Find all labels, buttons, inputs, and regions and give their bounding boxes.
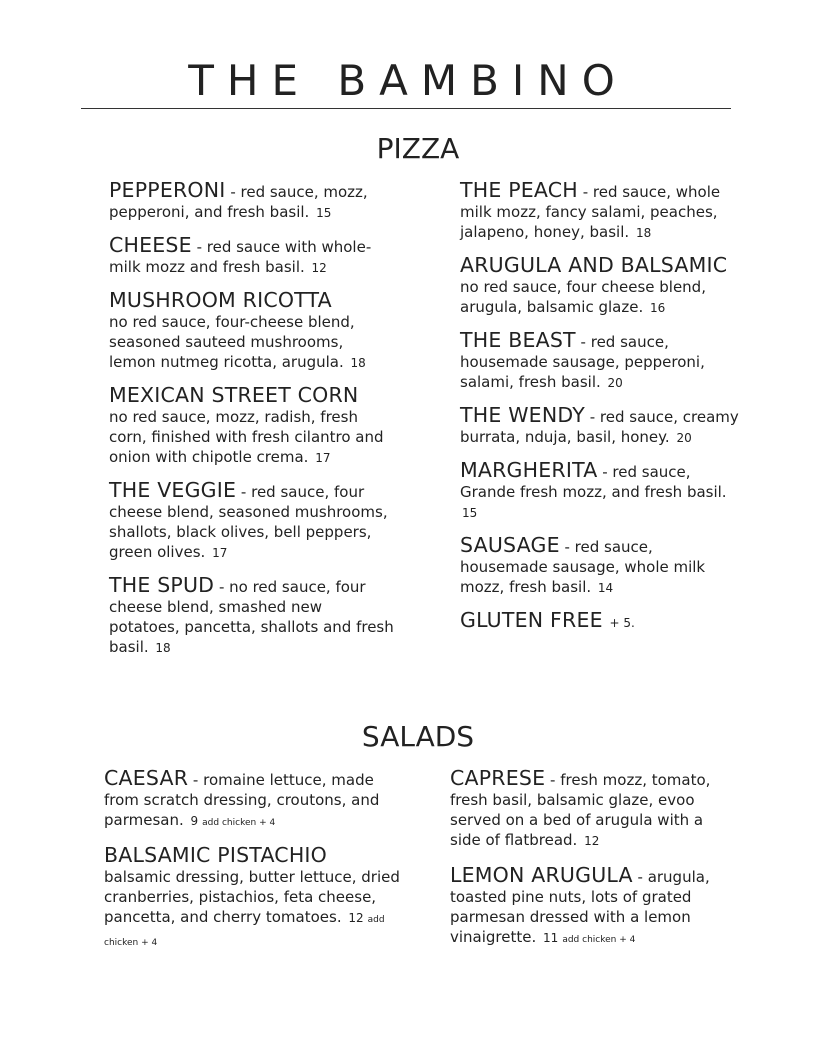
item-name: MARGHERITA <box>460 458 598 482</box>
item-addon: add chicken + 4 <box>202 818 276 828</box>
menu-item-caesar <box>104 768 404 833</box>
item-price: 17 <box>212 546 228 560</box>
salads-column-left <box>104 768 404 953</box>
item-price: 9 <box>190 814 199 828</box>
menu-item-the-peach <box>460 180 745 243</box>
item-description: no red sauce, mozz, radish, fresh corn, finished with fresh cilantro and onion with chipotle crema. <box>109 408 384 466</box>
item-price: 15 <box>462 506 478 520</box>
menu-item-gluten-free <box>460 610 745 633</box>
menu-item-sausage <box>460 535 745 598</box>
item-separator: - <box>191 238 207 256</box>
menu-item-the-veggie <box>109 480 394 563</box>
menu-item-margherita <box>460 460 745 523</box>
item-separator: - <box>188 771 204 789</box>
item-name: THE SPUD <box>109 573 215 597</box>
item-price: 16 <box>650 301 666 315</box>
item-price: 15 <box>316 206 332 220</box>
item-price: 18 <box>635 226 652 240</box>
item-name: THE PEACH <box>460 178 578 202</box>
item-name: THE BEAST <box>460 328 576 352</box>
item-name: CAESAR <box>104 766 189 790</box>
item-price: 12 <box>584 834 600 848</box>
salads-column-right <box>450 768 730 950</box>
pizza-heading: PIZZA <box>376 132 460 165</box>
item-name: CHEESE <box>109 233 192 257</box>
menu-item-the-beast <box>460 330 745 393</box>
pizza-column-right <box>460 180 745 633</box>
item-separator: - <box>577 183 593 201</box>
item-description: no red sauce, four cheese blend, smashed new potatoes, pancetta, shallots and fresh basil. <box>109 578 394 656</box>
item-name: PEPPERONI <box>109 178 226 202</box>
item-price: 14 <box>597 581 614 595</box>
item-name: MEXICAN STREET CORN <box>109 383 359 407</box>
menu-item-lemon-arugula <box>450 865 730 950</box>
menu-item-mexican-street-corn <box>109 385 394 468</box>
item-description: red sauce, whole milk mozz, fancy salami, peaches, jalapeno, honey, basil. <box>460 183 721 241</box>
item-name: GLUTEN FREE <box>460 608 603 632</box>
item-description: red sauce with whole-milk mozz and fresh basil. <box>109 238 372 276</box>
item-description: balsamic dressing, butter lettuce, dried cranberries, pistachios, feta cheese, pancetta, and cherry tomatoes. <box>104 868 400 926</box>
item-separator <box>603 613 608 631</box>
item-price: + 5. <box>609 616 635 630</box>
item-description: fresh mozz, tomato, fresh basil, balsamic glaze, evoo served on a bed of arugula with a side of flatbread. <box>450 771 711 849</box>
item-separator: - <box>225 183 241 201</box>
item-name: SAUSAGE <box>460 533 560 557</box>
item-description: red sauce, creamy burrata, nduja, basil, honey. <box>460 408 739 446</box>
item-price: 18 <box>155 641 171 655</box>
item-separator: - <box>236 483 252 501</box>
item-name: BALSAMIC PISTACHIO <box>104 843 328 867</box>
item-price: 20 <box>607 376 623 390</box>
pizza-column-left <box>109 180 394 658</box>
item-description: red sauce, housemade sausage, pepperoni, salami, fresh basil. <box>460 333 705 391</box>
salads-heading: SALADS <box>361 720 475 753</box>
item-separator: - <box>214 578 230 596</box>
menu-item-the-wendy <box>460 405 745 448</box>
item-description: arugula, toasted pine nuts, lots of grated parmesan dressed with a lemon vinaigrette. <box>450 868 710 946</box>
item-name: ARUGULA AND BALSAMIC <box>460 253 728 277</box>
item-price: 18 <box>350 356 366 370</box>
item-description: red sauce, mozz, pepperoni, and fresh basil. <box>109 183 368 221</box>
item-price: 12 <box>348 911 364 925</box>
item-addon: add chicken + 4 <box>104 915 385 948</box>
item-name: CAPRESE <box>450 766 546 790</box>
item-separator: - <box>597 463 613 481</box>
item-description: red sauce, housemade sausage, whole milk mozz, fresh basil. <box>460 538 706 596</box>
item-price: 17 <box>315 451 331 465</box>
menu-item-balsamic-pistachio <box>104 845 404 953</box>
title-divider <box>81 108 731 109</box>
item-description: red sauce, Grande fresh mozz, and fresh basil. <box>460 463 727 501</box>
item-name: MUSHROOM RICOTTA <box>109 288 332 312</box>
item-price: 11 <box>543 931 559 945</box>
item-description: no red sauce, four cheese blend, arugula, balsamic glaze. <box>460 278 706 316</box>
item-separator: - <box>632 868 648 886</box>
menu-item-pepperoni <box>109 180 394 223</box>
item-description: romaine lettuce, made from scratch dressing, croutons, and parmesan. <box>104 771 380 829</box>
item-separator: - <box>559 538 575 556</box>
item-separator: - <box>584 408 600 426</box>
menu-item-cheese <box>109 235 394 278</box>
item-name: LEMON ARUGULA <box>450 863 633 887</box>
item-name: THE WENDY <box>460 403 585 427</box>
item-description: red sauce, four cheese blend, seasoned mushrooms, shallots, black olives, bell peppers, green olives. <box>109 483 388 561</box>
item-name: THE VEGGIE <box>109 478 237 502</box>
menu-item-the-spud <box>109 575 394 658</box>
item-description: no red sauce, four-cheese blend, seasoned sauteed mushrooms, lemon nutmeg ricotta, arugula. <box>109 313 355 371</box>
item-price: 20 <box>676 431 692 445</box>
restaurant-title: THE BAMBINO <box>188 56 628 105</box>
item-price: 12 <box>311 261 327 275</box>
menu-item-caprese <box>450 768 730 853</box>
item-separator: - <box>545 771 561 789</box>
item-addon: add chicken + 4 <box>562 935 636 945</box>
menu-item-arugula-and-balsamic <box>460 255 745 318</box>
menu-item-mushroom-ricotta <box>109 290 394 373</box>
item-separator: - <box>575 333 591 351</box>
